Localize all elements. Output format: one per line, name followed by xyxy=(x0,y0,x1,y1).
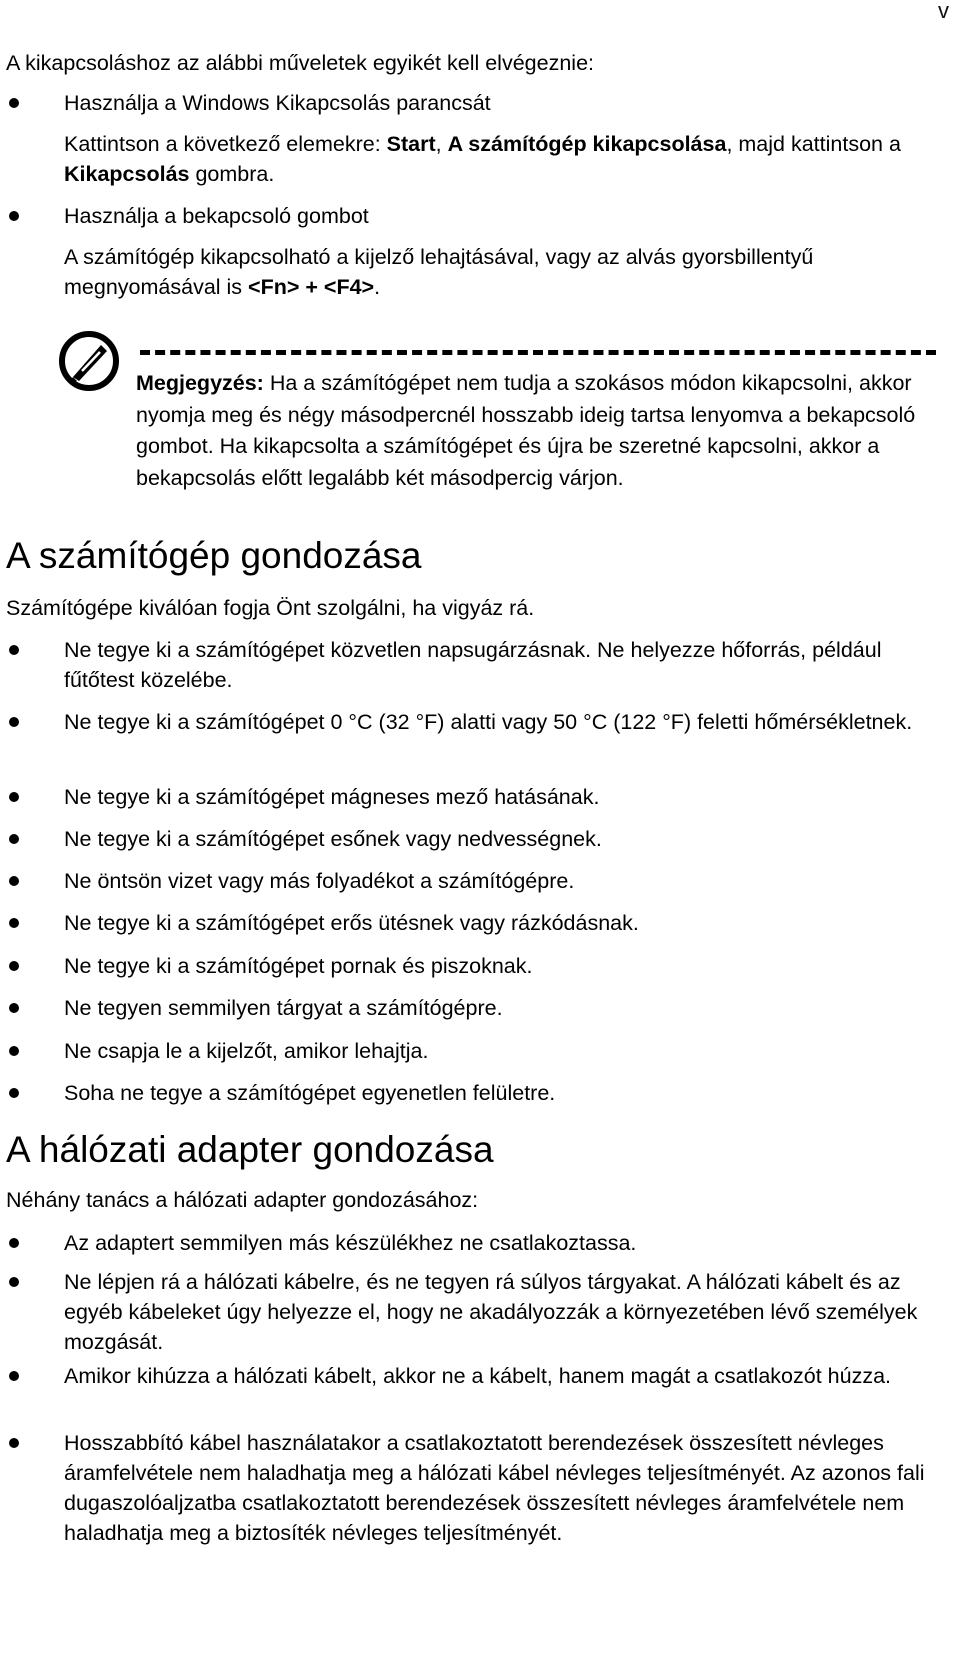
bullet-icon xyxy=(9,792,19,802)
care-item: Soha ne tegye a számítógépet egyenetlen felületre. xyxy=(64,1081,556,1105)
turn-off-label: Kikapcsolás xyxy=(64,162,190,186)
adapter-intro: Néhány tanács a hálózati adapter gondozásához: xyxy=(6,1188,479,1212)
care-item: Ne tegye ki a számítógépet 0 °C (32 °F) alatti vagy 50 °C (122 °F) feletti hőmérsékletnek. xyxy=(64,710,913,734)
bullet-icon xyxy=(9,98,19,108)
hotkey-label: <Fn> + <F4> xyxy=(248,275,375,299)
start-label: Start xyxy=(386,132,436,156)
bullet-icon xyxy=(9,1238,19,1248)
bullet-icon xyxy=(9,1046,19,1056)
care-heading: A számítógép gondozása xyxy=(6,535,422,576)
adapter-item: Az adaptert semmilyen más készülékhez ne csatlakoztassa. xyxy=(64,1231,637,1255)
care-item: Ne tegye ki a számítógépet esőnek vagy nedvességnek. xyxy=(64,827,602,851)
bullet-icon xyxy=(9,834,19,844)
bullet-icon xyxy=(9,1088,19,1098)
care-item: Ne csapja le a kijelzőt, amikor lehajtja. xyxy=(64,1039,429,1063)
care-item: Ne tegye ki a számítógépet pornak és piszoknak. xyxy=(64,954,533,978)
bullet-icon xyxy=(9,1438,19,1448)
care-item: Ne öntsön vizet vagy más folyadékot a számítógépre. xyxy=(64,869,575,893)
adapter-item: Amikor kihúzza a hálózati kábelt, akkor ne a kábelt, hanem magát a csatlakozót húzza. xyxy=(64,1364,891,1388)
care-item: Ne tegye ki a számítógépet mágneses mező hatásának. xyxy=(64,785,600,809)
shutdown-item-1-text: Kattintson a következő elemekre: Start, A számítógép kikapcsolása, majd kattintson a Kikapcsolás gombra. xyxy=(64,132,901,186)
shutdown-computer-label: A számítógép kikapcsolása xyxy=(447,132,727,156)
note-divider xyxy=(140,350,936,355)
shutdown-item-2-text: A számítógép kikapcsolható a kijelző lehajtásával, vagy az alvás gyorsbillentyű megnyomásával is <Fn> + <F4>. xyxy=(64,245,814,299)
bullet-icon xyxy=(9,1003,19,1013)
care-item: Ne tegye ki a számítógépet erős ütésnek vagy rázkódásnak. xyxy=(64,911,639,935)
adapter-item: Hosszabbító kábel használatakor a csatlakoztatott berendezések összesített névleges áramfelvétele nem haladhatja meg a hálózati kábel névleges teljesítményét. Az azonos fali dugaszolóaljzatba csatlakoztatott berendezések összesített névleges áramfelvétele nem haladhatja meg a biztosíték névleges teljesítményét. xyxy=(64,1431,925,1545)
bullet-icon xyxy=(9,876,19,886)
bullet-icon xyxy=(9,211,19,221)
bullet-icon xyxy=(9,918,19,928)
shutdown-item-2-title: Használja a bekapcsoló gombot xyxy=(64,204,369,228)
care-item: Ne tegye ki a számítógépet közvetlen napsugárzásnak. Ne helyezze hőforrás, például fűtőtest közelébe. xyxy=(64,638,882,692)
adapter-heading: A hálózati adapter gondozása xyxy=(6,1129,494,1170)
shutdown-item-1-title: Használja a Windows Kikapcsolás parancsát xyxy=(64,91,491,115)
note-pen-icon xyxy=(55,327,123,395)
bullet-icon xyxy=(9,645,19,655)
care-item: Ne tegyen semmilyen tárgyat a számítógépre. xyxy=(64,996,503,1020)
bullet-icon xyxy=(9,1277,19,1287)
bullet-icon xyxy=(9,1371,19,1381)
bullet-icon xyxy=(9,961,19,971)
note-text: Megjegyzés: Ha a számítógépet nem tudja a szokásos módon kikapcsolni, akkor nyomja meg és négy másodpercnél hosszabb ideig tartsa lenyomva a bekapcsoló gombot. Ha kikapcsolta a számítógépet és újra be szeretné kapcsolni, akkor a bekapcsolás előtt legalább két másodpercig várjon. xyxy=(136,371,916,490)
page-number: v xyxy=(938,0,949,23)
shutdown-intro: A kikapcsoláshoz az alábbi műveletek egyikét kell elvégeznie: xyxy=(6,51,594,75)
note-label: Megjegyzés: xyxy=(136,371,264,395)
care-intro: Számítógépe kiválóan fogja Önt szolgálni, ha vigyáz rá. xyxy=(6,596,535,620)
bullet-icon xyxy=(9,717,19,727)
adapter-item: Ne lépjen rá a hálózati kábelre, és ne tegyen rá súlyos tárgyakat. A hálózati kábelt és az egyéb kábeleket úgy helyezze el, hogy ne akadályozzák a környezetében lévő személyek mozgását. xyxy=(64,1270,918,1354)
